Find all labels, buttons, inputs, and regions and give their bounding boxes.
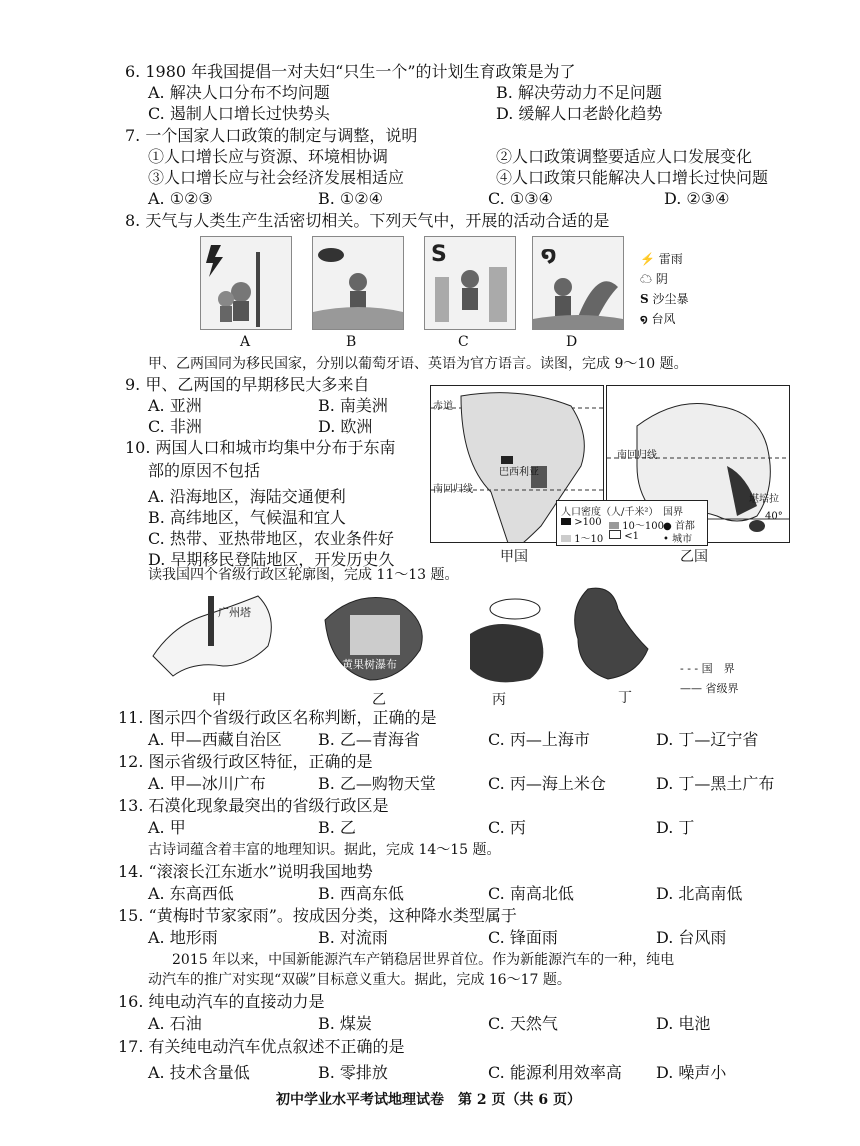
weather-picture-b [312, 236, 404, 330]
q7-statement-2: ②人口政策调整要适应人口发展变化 [496, 147, 753, 166]
q11-option-c: C. 丙—上海市 [488, 730, 590, 749]
q8-label-a: A [240, 334, 251, 350]
q6-stem: 6. 1980 年我国提倡一对夫妇“只生一个”的计划生育政策是为了 [125, 62, 576, 81]
weather-picture-d [532, 236, 624, 330]
q10-option-a: A. 沿海地区，海陆交通便利 [148, 487, 346, 506]
intro-14-15: 古诗词蕴含着丰富的地理知识。据此，完成 14～15 题。 [148, 842, 501, 858]
q16-option-a: A. 石油 [148, 1014, 202, 1033]
q8-label-d: D [566, 334, 578, 350]
q10-stem-line1: 10. 两国人口和城市均集中分布于东南 [125, 438, 396, 457]
q7-option-a: A. ①②③ [148, 189, 213, 208]
q7-stem: 7. 一个国家人口政策的制定与调整，说明 [125, 126, 418, 145]
q16-option-d: D. 电池 [656, 1014, 711, 1033]
density-2: 10～100 [622, 521, 664, 532]
q9-option-b: B. 南美洲 [318, 396, 388, 415]
province-jia-caption: 甲 [212, 692, 226, 708]
cloud-icon [318, 248, 344, 262]
q8-label-c: C [458, 334, 469, 350]
legend-title: 人口密度（人/千米²） [561, 507, 659, 518]
weather-legend [640, 250, 710, 330]
q9-option-c: C. 非洲 [148, 417, 202, 436]
q11-option-b: B. 乙—青海省 [318, 730, 420, 749]
q13-option-c: C. 丙 [488, 818, 526, 837]
q9-option-a: A. 亚洲 [148, 396, 202, 415]
q14-option-a: A. 东高西低 [148, 884, 234, 903]
density-4: <1 [624, 531, 639, 542]
q10-option-c: C. 热带、亚热带地区，农业条件好 [148, 529, 394, 548]
typhoon-icon: ໑ [541, 242, 557, 266]
q16-stem: 16. 纯电动汽车的直接动力是 [118, 992, 325, 1011]
province-bing-outline [460, 584, 560, 684]
q7-statement-1: ①人口增长应与资源、环境相协调 [148, 147, 389, 166]
page-footer: 初中学业水平考试地理试卷 第 2 页（共 6 页） [276, 1092, 581, 1108]
q17-option-d: D. 噪声小 [656, 1063, 727, 1082]
province-ding-caption: 丁 [618, 690, 632, 706]
tropic-label-jia: 南回归线 [433, 484, 473, 495]
legend-city: 城市 [672, 534, 693, 545]
legend-capital: 首都 [674, 521, 695, 532]
q7-statement-4: ④人口政策只能解决人口增长过快问题 [496, 168, 769, 187]
sandstorm-icon: S [431, 242, 447, 267]
intro-11-13: 读我国四个省级行政区轮廓图，完成 11～13 题。 [148, 567, 459, 583]
q15-option-b: B. 对流雨 [318, 928, 388, 947]
q10-option-d: D. 早期移民登陆地区，开发历史久 [148, 550, 395, 569]
sandstorm-icon: S [640, 292, 649, 306]
intro-9-10: 甲、乙两国同为移民国家，分别以葡萄牙语、英语为官方语言。读图，完成 9～10 题。 [148, 356, 688, 372]
q11-option-a: A. 甲—西藏自治区 [148, 730, 282, 749]
q9-option-d: D. 欧洲 [318, 417, 373, 436]
density-3: 1～10 [574, 534, 604, 545]
q12-option-a: A. 甲—冰川广布 [148, 774, 266, 793]
province-yi-outline [320, 590, 430, 682]
country-yi-caption: 乙国 [680, 549, 708, 565]
population-legend: 人口密度（人/千米²） >100 10～100 1～10 <1 国界 ● 首都 • 城市 [556, 500, 708, 546]
q7-option-b: B. ①②④ [318, 189, 383, 208]
q15-option-d: D. 台风雨 [656, 928, 727, 947]
q6-option-c: C. 遏制人口增长过快势头 [148, 104, 330, 123]
q14-option-d: D. 北高南低 [656, 884, 743, 903]
q13-option-d: D. 丁 [656, 818, 695, 837]
legend-sandstorm: 沙尘暴 [652, 292, 689, 306]
q14-option-b: B. 西高东低 [318, 884, 404, 903]
canberra-label: 堪培拉 [749, 494, 779, 505]
q7-option-c: C. ①③④ [488, 189, 553, 208]
q12-stem: 12. 图示省级行政区特征，正确的是 [118, 752, 373, 771]
intro-16-17-line2: 动汽车的推广对实现“双碳”目标意义重大。据此，完成 16～17 题。 [148, 972, 571, 988]
typhoon-icon: ໑ [640, 312, 648, 326]
q15-option-a: A. 地形雨 [148, 928, 218, 947]
q14-stem: 14. “滚滚长江东逝水”说明我国地势 [118, 862, 373, 881]
province-jia-outline [148, 586, 278, 686]
latitude-40-label: 40° [765, 511, 783, 522]
legend-border: 国界 [663, 507, 683, 518]
equator-label: 赤道 [433, 401, 453, 412]
q8-stem: 8. 天气与人类生产生活密切相关。下列天气中，开展的活动合适的是 [125, 211, 610, 230]
weather-picture-c [424, 236, 516, 330]
q17-option-b: B. 零排放 [318, 1063, 388, 1082]
q7-statement-3: ③人口增长应与社会经济发展相适应 [148, 168, 405, 187]
thunder-icon: ⚡ [640, 252, 655, 266]
q8-label-b: B [346, 334, 357, 350]
national-border-legend: - - - 国 界 [680, 662, 735, 675]
q16-option-b: B. 煤炭 [318, 1014, 372, 1033]
q7-option-d: D. ②③④ [664, 189, 730, 208]
q16-option-c: C. 天然气 [488, 1014, 558, 1033]
q17-stem: 17. 有关纯电动汽车优点叙述不正确的是 [118, 1037, 405, 1056]
q14-option-c: C. 南高北低 [488, 884, 574, 903]
q12-option-b: B. 乙—购物天堂 [318, 774, 436, 793]
q15-stem: 15. “黄梅时节家家雨”。按成因分类，这种降水类型属于 [118, 906, 517, 925]
q17-option-c: C. 能源利用效率高 [488, 1063, 622, 1082]
brasilia-label: 巴西利亚 [499, 467, 539, 478]
q12-option-d: D. 丁—黑土广布 [656, 774, 775, 793]
q13-option-b: B. 乙 [318, 818, 356, 837]
legend-overcast: 阴 [655, 272, 668, 286]
q6-option-d: D. 缓解人口老龄化趋势 [496, 104, 663, 123]
q17-option-a: A. 技术含量低 [148, 1063, 250, 1082]
weather-picture-a [200, 236, 292, 330]
density-1: >100 [574, 517, 602, 528]
q10-option-b: B. 高纬地区，气候温和宜人 [148, 508, 346, 527]
thunder-icon [206, 245, 223, 277]
legend-typhoon: 台风 [651, 312, 676, 326]
cloud-icon: ☁ [640, 272, 653, 286]
province-bing-caption: 丙 [492, 692, 506, 708]
q6-option-b: B. 解决劳动力不足问题 [496, 83, 662, 102]
provincial-border-legend: —— 省级界 [680, 682, 739, 695]
q6-option-a: A. 解决人口分布不均问题 [148, 83, 330, 102]
q12-option-c: C. 丙—海上米仓 [488, 774, 606, 793]
province-ding-outline [568, 584, 664, 684]
q13-stem: 13. 石漠化现象最突出的省级行政区是 [118, 796, 389, 815]
q11-option-d: D. 丁—辽宁省 [656, 730, 759, 749]
q10-stem-line2: 部的原因不包括 [148, 461, 261, 480]
tropic-label-yi: 南回归线 [617, 450, 657, 461]
q11-stem: 11. 图示四个省级行政区名称判断，正确的是 [118, 708, 437, 727]
legend-thunderstorm: 雷雨 [658, 252, 683, 266]
q9-stem: 9. 甲、乙两国的早期移民大多来自 [125, 375, 370, 394]
huangguoshu-falls-label: 黄果树瀑布 [342, 658, 397, 671]
canton-tower-label: 广州塔 [218, 606, 251, 619]
province-yi-caption: 乙 [372, 692, 386, 708]
intro-16-17-line1: 2015 年以来，中国新能源汽车产销稳居世界首位。作为新能源汽车的一种，纯电 [172, 952, 675, 968]
q13-option-a: A. 甲 [148, 818, 186, 837]
q15-option-c: C. 锋面雨 [488, 928, 558, 947]
country-jia-caption: 甲国 [500, 549, 528, 565]
